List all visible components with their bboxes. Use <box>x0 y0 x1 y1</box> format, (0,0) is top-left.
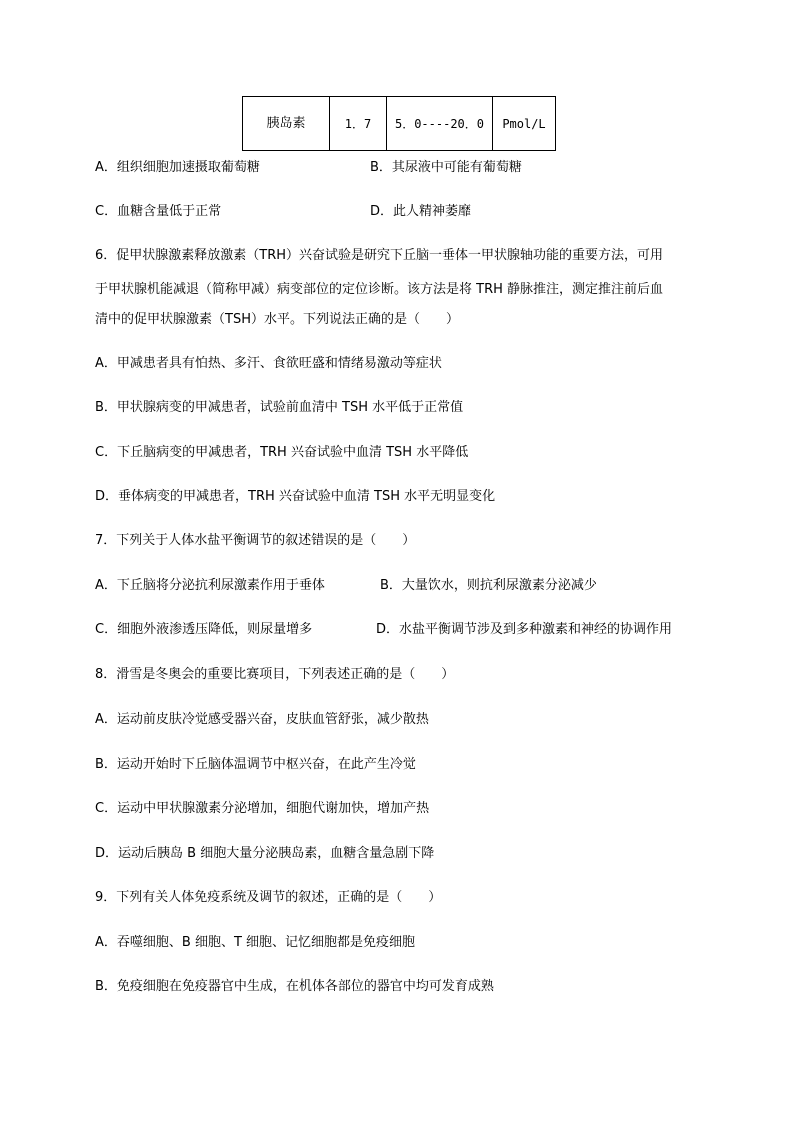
q8-stem: 8．滑雪是冬奥会的重要比赛项目，下列表述正确的是（ ） <box>95 667 455 682</box>
q6-option-a: A．甲减患者具有怕热、多汗、食欲旺盛和情绪易激动等症状 <box>95 356 442 371</box>
q6-stem-line-2: 于甲状腺机能减退（简称甲减）病变部位的定位诊断。该方法是将 TRH 静脉推注，测定推注前后血 <box>95 282 664 297</box>
q7-option-d: D．水盐平衡调节涉及到多种激素和神经的协调作用 <box>376 622 673 637</box>
unit-cell: Pmol/L <box>493 97 556 151</box>
q6-stem-line-1: 6．促甲状腺激素释放激素（TRH）兴奋试验是研究下丘脑一垂体一甲状腺轴功能的重要方法，可用 <box>95 248 664 263</box>
q7-option-a: A．下丘脑将分泌抗利尿激素作用于垂体 <box>95 578 325 593</box>
q9-option-b: B．免疫细胞在免疫器官中生成，在机体各部位的器官中均可发育成熟 <box>95 979 494 994</box>
measured-value-cell: 1．7 <box>330 97 387 151</box>
q8-option-d: D．运动后胰岛 B 细胞大量分泌胰岛素，血糖含量急剧下降 <box>95 846 435 861</box>
reference-range-cell: 5．0----20．0 <box>387 97 493 151</box>
q6-option-c: C．下丘脑病变的甲减患者，TRH 兴奋试验中血清 TSH 水平降低 <box>95 445 469 460</box>
q5-option-b: B．其尿液中可能有葡萄糖 <box>370 160 522 175</box>
q6-option-b: B．甲状腺病变的甲减患者，试验前血清中 TSH 水平低于正常值 <box>95 400 464 415</box>
q8-option-b: B．运动开始时下丘脑体温调节中枢兴奋，在此产生冷觉 <box>95 757 416 772</box>
q5-option-a: A．组织细胞加速摄取葡萄糖 <box>95 160 260 175</box>
q6-stem-line-3: 清中的促甲状腺激素（TSH）水平。下列说法正确的是（ ） <box>95 312 459 327</box>
q8-option-c: C．运动中甲状腺激素分泌增加，细胞代谢加快，增加产热 <box>95 801 430 816</box>
q6-option-d: D．垂体病变的甲减患者，TRH 兴奋试验中血清 TSH 水平无明显变化 <box>95 489 496 504</box>
q5-option-d: D．此人精神萎靡 <box>370 204 472 219</box>
q5-option-c: C．血糖含量低于正常 <box>95 204 222 219</box>
q9-stem: 9．下列有关人体免疫系统及调节的叙述，正确的是（ ） <box>95 890 442 905</box>
insulin-data-table <box>242 96 556 151</box>
q7-option-b: B．大量饮水，则抗利尿激素分泌减少 <box>380 578 597 593</box>
table-row <box>243 97 556 151</box>
q9-option-a: A．吞噬细胞、B 细胞、T 细胞、记忆细胞都是免疫细胞 <box>95 935 416 950</box>
hormone-name-cell: 胰岛素 <box>243 97 330 151</box>
q8-option-a: A．运动前皮肤冷觉感受器兴奋，皮肤血管舒张，减少散热 <box>95 712 429 727</box>
q7-stem: 7．下列关于人体水盐平衡调节的叙述错误的是（ ） <box>95 533 416 548</box>
q7-option-c: C．细胞外液渗透压降低，则尿量增多 <box>95 622 313 637</box>
